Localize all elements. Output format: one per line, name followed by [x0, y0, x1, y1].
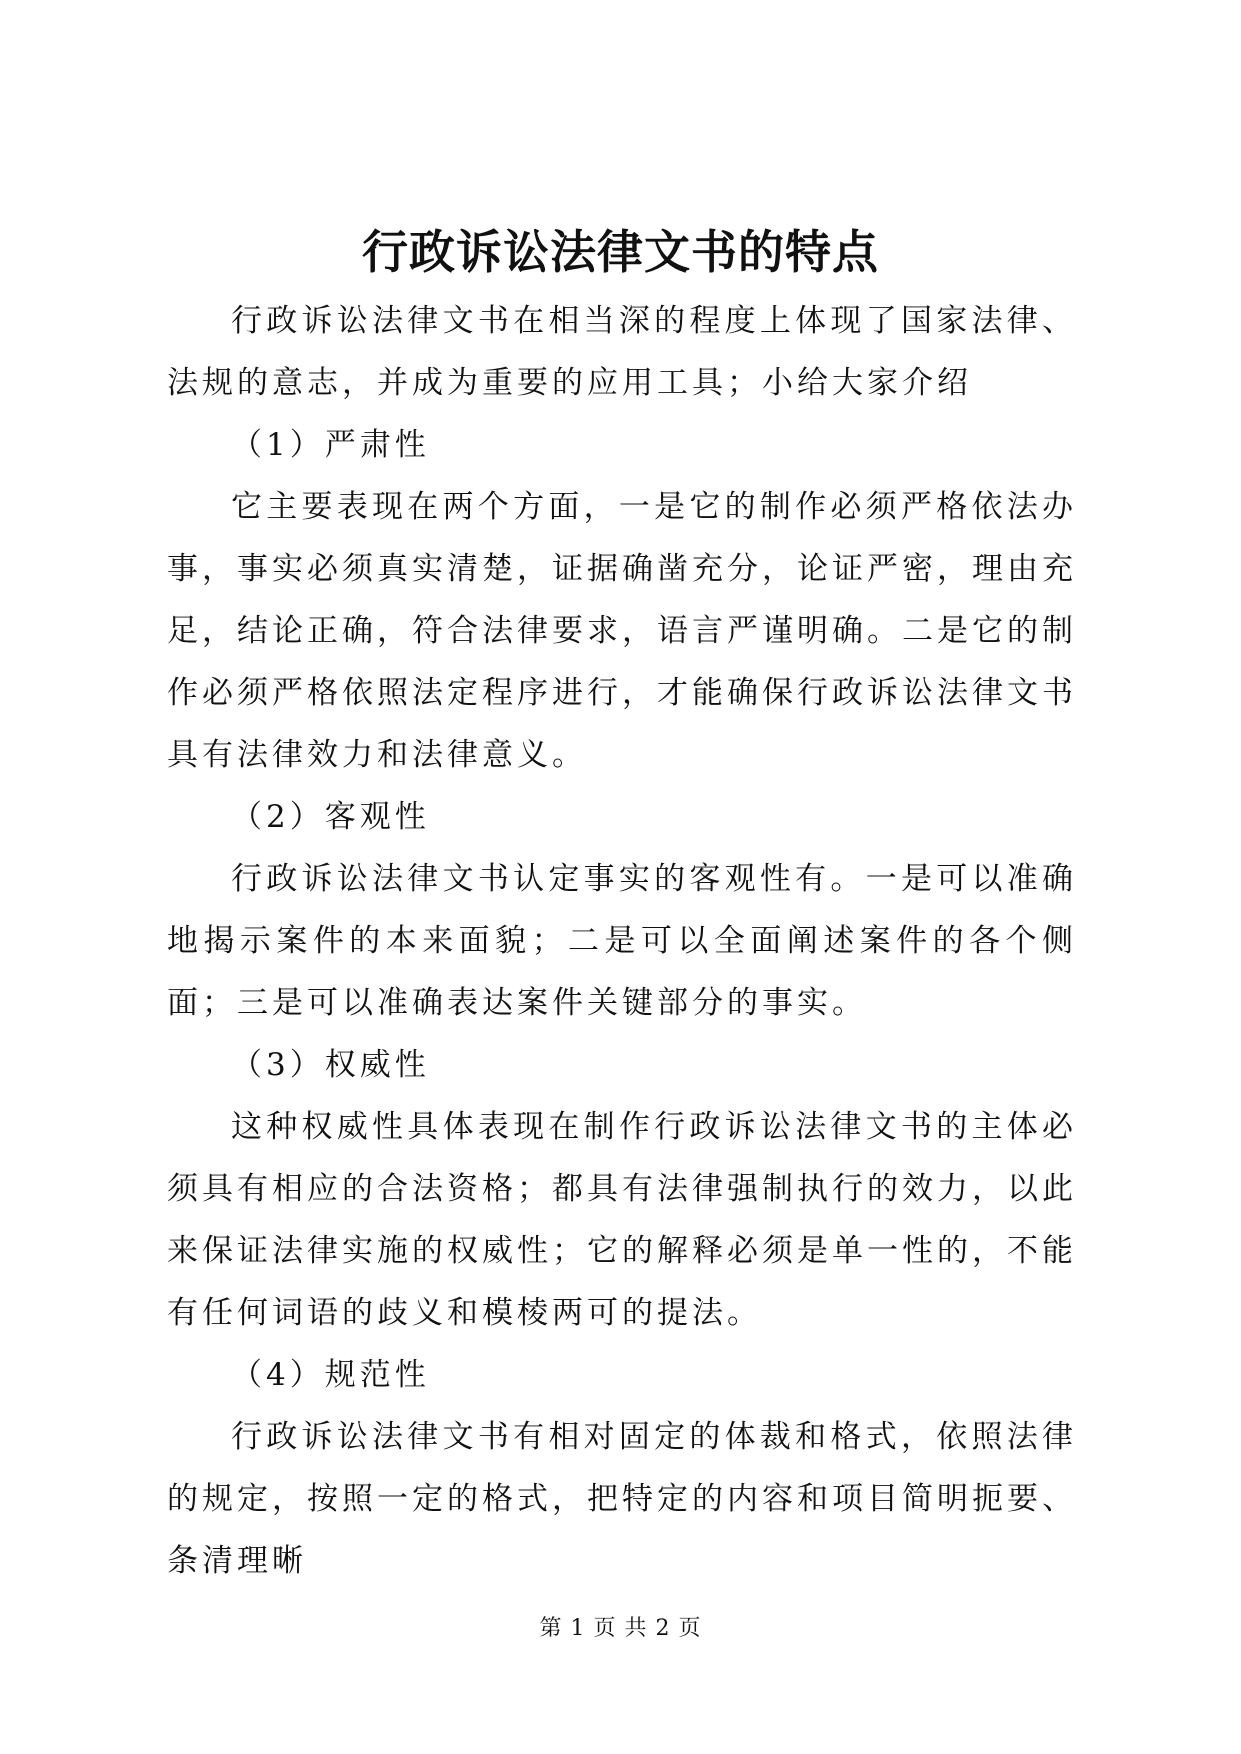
section-heading-objectivity: （2）客观性: [231, 799, 430, 835]
section-heading-authority: （3）权威性: [231, 1047, 430, 1083]
page-number-footer: 第 1 页 共 2 页: [539, 1616, 702, 1641]
document-title: 行政诉讼法律文书的特点: [362, 225, 879, 279]
section-heading-standardization: （4）规范性: [231, 1357, 430, 1393]
intro-paragraph: 行政诉讼法律文书在相当深的程度上体现了国家法律、法规的意志，并成为重要的应用工具；小给大家介绍: [167, 303, 1077, 401]
document-body: [167, 290, 1077, 1592]
objectivity-paragraph: 行政诉讼法律文书认定事实的客观性有。一是可以准确地揭示案件的本来面貌；二是可以全面阐述案件的各个侧面；三是可以准确表达案件关键部分的事实。: [167, 861, 1077, 1021]
seriousness-paragraph: 它主要表现在两个方面，一是它的制作必须严格依法办事，事实必须真实清楚，证据确凿充分，论证严密，理由充足，结论正确，符合法律要求，语言严谨明确。二是它的制作必须严格依照法定程序进行，才能确保行政诉讼法律文书具有法律效力和法律意义。: [167, 489, 1077, 773]
authority-paragraph: 这种权威性具体表现在制作行政诉讼法律文书的主体必须具有相应的合法资格；都具有法律强制执行的效力，以此来保证法律实施的权威性；它的解释必须是单一性的，不能有任何词语的歧义和模棱两可的提法。: [167, 1109, 1077, 1331]
section-heading-seriousness: （1）严肃性: [231, 427, 430, 463]
standardization-paragraph: 行政诉讼法律文书有相对固定的体裁和格式，依照法律的规定，按照一定的格式，把特定的内容和项目简明扼要、条清理晰: [167, 1419, 1077, 1579]
